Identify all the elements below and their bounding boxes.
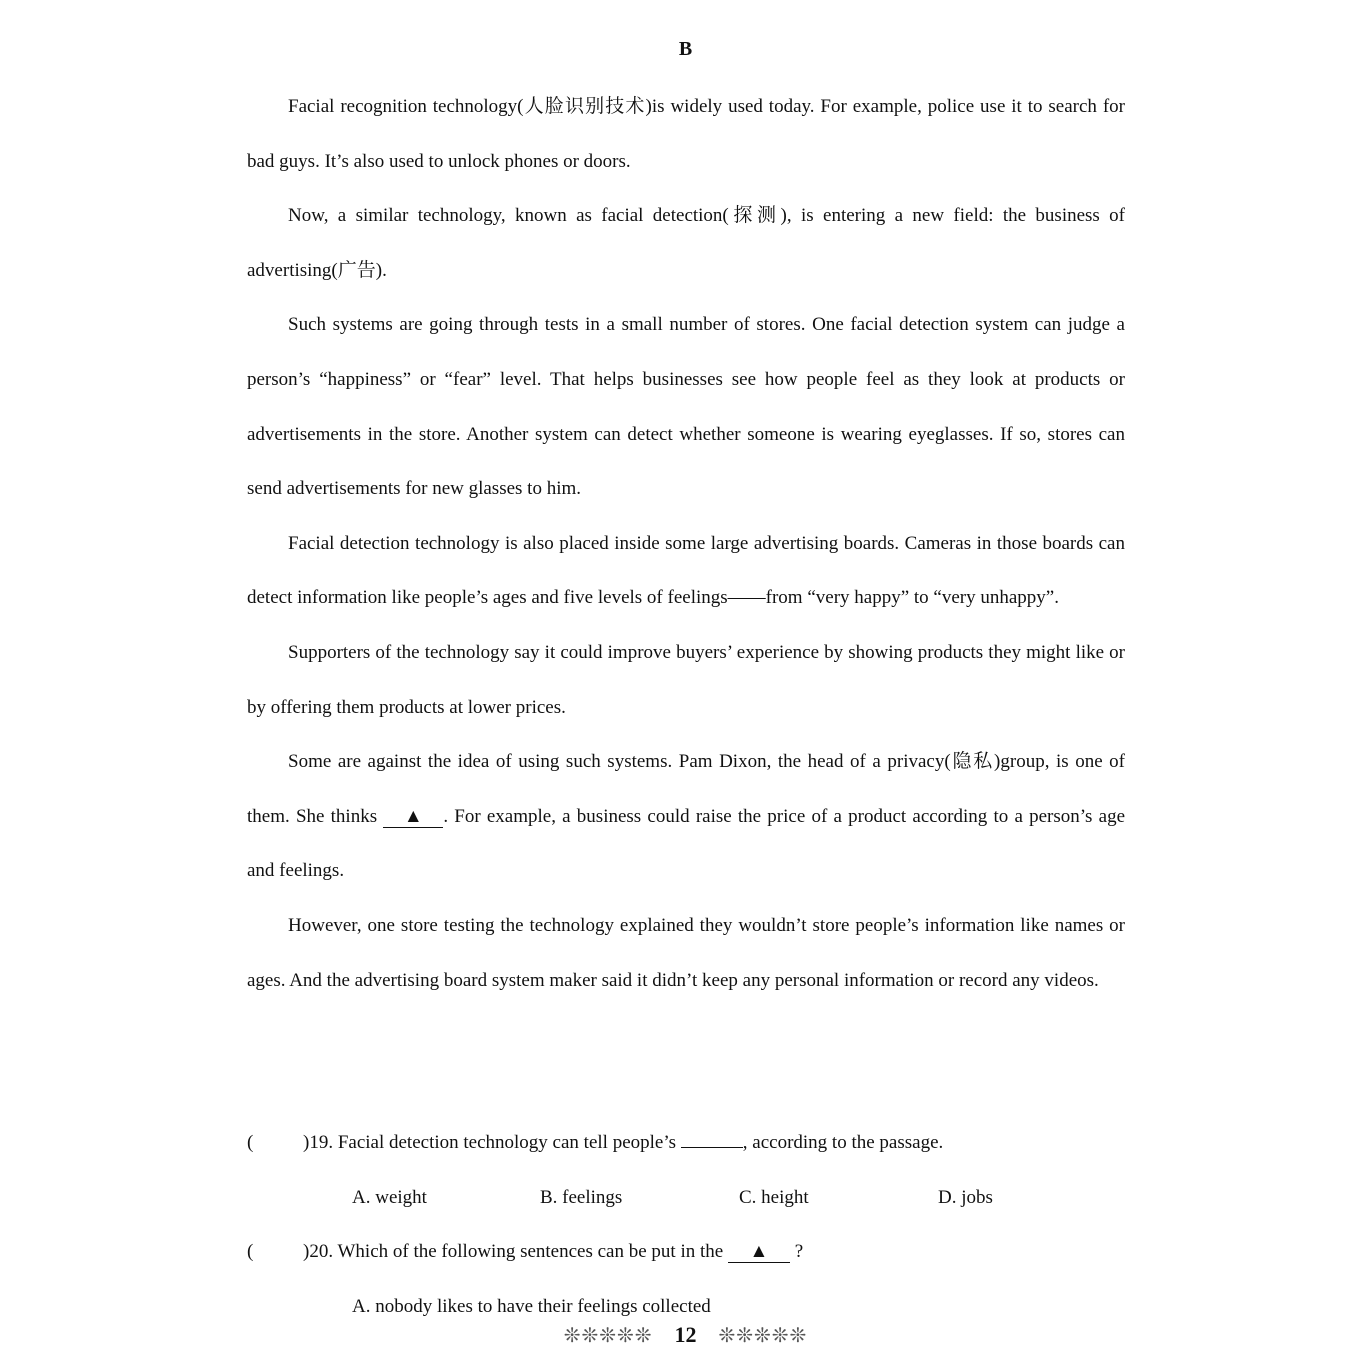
- question-19-options: [247, 1171, 1125, 1226]
- option-19-d[interactable]: D. jobs: [938, 1186, 993, 1208]
- option-19-c[interactable]: C. height: [739, 1186, 809, 1208]
- reading-passage: [247, 80, 1125, 1008]
- option-19-a[interactable]: A. weight: [352, 1186, 427, 1208]
- passage-paragraph-7: However, one store testing the technology explained they wouldn’t store people’s information like names or ages. And the advertising board system maker said it didn’t keep any personal information or record any videos.: [247, 914, 1125, 991]
- option-19-b[interactable]: B. feelings: [540, 1186, 623, 1208]
- passage-paragraph-6: [247, 735, 1125, 899]
- option-20-a[interactable]: A. nobody likes to have their feelings collected: [352, 1295, 711, 1317]
- question-19: [247, 1116, 1125, 1171]
- footer-decoration-right: ❊❊❊❊❊: [718, 1325, 808, 1347]
- paragraph-6-text-after: . For example, a business could raise the price of a product according to a person’s age and feelings.: [247, 805, 1125, 882]
- paragraph-6-text-before: Some are against the idea of using such systems. Pam Dixon, the head of a privacy(隐私)group, is one of them. She thinks: [247, 751, 1125, 827]
- question-20-number: )20.: [303, 1241, 334, 1262]
- section-title: B: [678, 38, 693, 60]
- passage-paragraph-5: Supporters of the technology say it could improve buyers’ experience by showing products they might like or by offering them products at lower prices.: [247, 641, 1125, 718]
- question-20-blank-triangle: ▲: [728, 1242, 790, 1263]
- question-19-stem: Facial detection technology can tell people’s: [337, 1132, 677, 1153]
- question-19-stem-end: , according to the passage.: [742, 1132, 944, 1153]
- answer-paren-20[interactable]: (: [247, 1241, 254, 1262]
- passage-paragraph-2: Now, a similar technology, known as facial detection(探测), is entering a new field: the business of advertising(广告).: [247, 205, 1125, 281]
- question-20: [247, 1225, 1125, 1280]
- footer-decoration-left: ❊❊❊❊❊: [563, 1325, 653, 1347]
- question-20-stem: Which of the following sentences can be put in the: [337, 1241, 724, 1262]
- question-20-stem-end: ?: [794, 1241, 804, 1262]
- question-list: [247, 1116, 1125, 1334]
- page-number: 12: [674, 1322, 697, 1347]
- passage-paragraph-1: Facial recognition technology(人脸识别技术)is widely used today. For example, police use it to search for bad guys. It’s also used to unlock phones or doors.: [247, 96, 1125, 172]
- passage-paragraph-3: Such systems are going through tests in a small number of stores. One facial detection system can judge a person’s “happiness” or “fear” level. That helps businesses see how people feel as they look at products or advertisements in the store. Another system can detect whether someone is wearing eyeglasses. If so, stores can send advertisements for new glasses to him.: [247, 314, 1125, 500]
- passage-paragraph-4: Facial detection technology is also placed inside some large advertising boards. Cameras in those boards can detect information like people’s ages and five levels of feelings——from “very happy” to “very unhappy”.: [247, 532, 1125, 609]
- page-footer: [0, 1322, 1371, 1348]
- question-19-number: )19.: [303, 1132, 334, 1153]
- answer-paren-19[interactable]: (: [247, 1132, 254, 1153]
- answer-blank-triangle: ▲: [383, 807, 443, 828]
- question-19-blank: [681, 1147, 743, 1148]
